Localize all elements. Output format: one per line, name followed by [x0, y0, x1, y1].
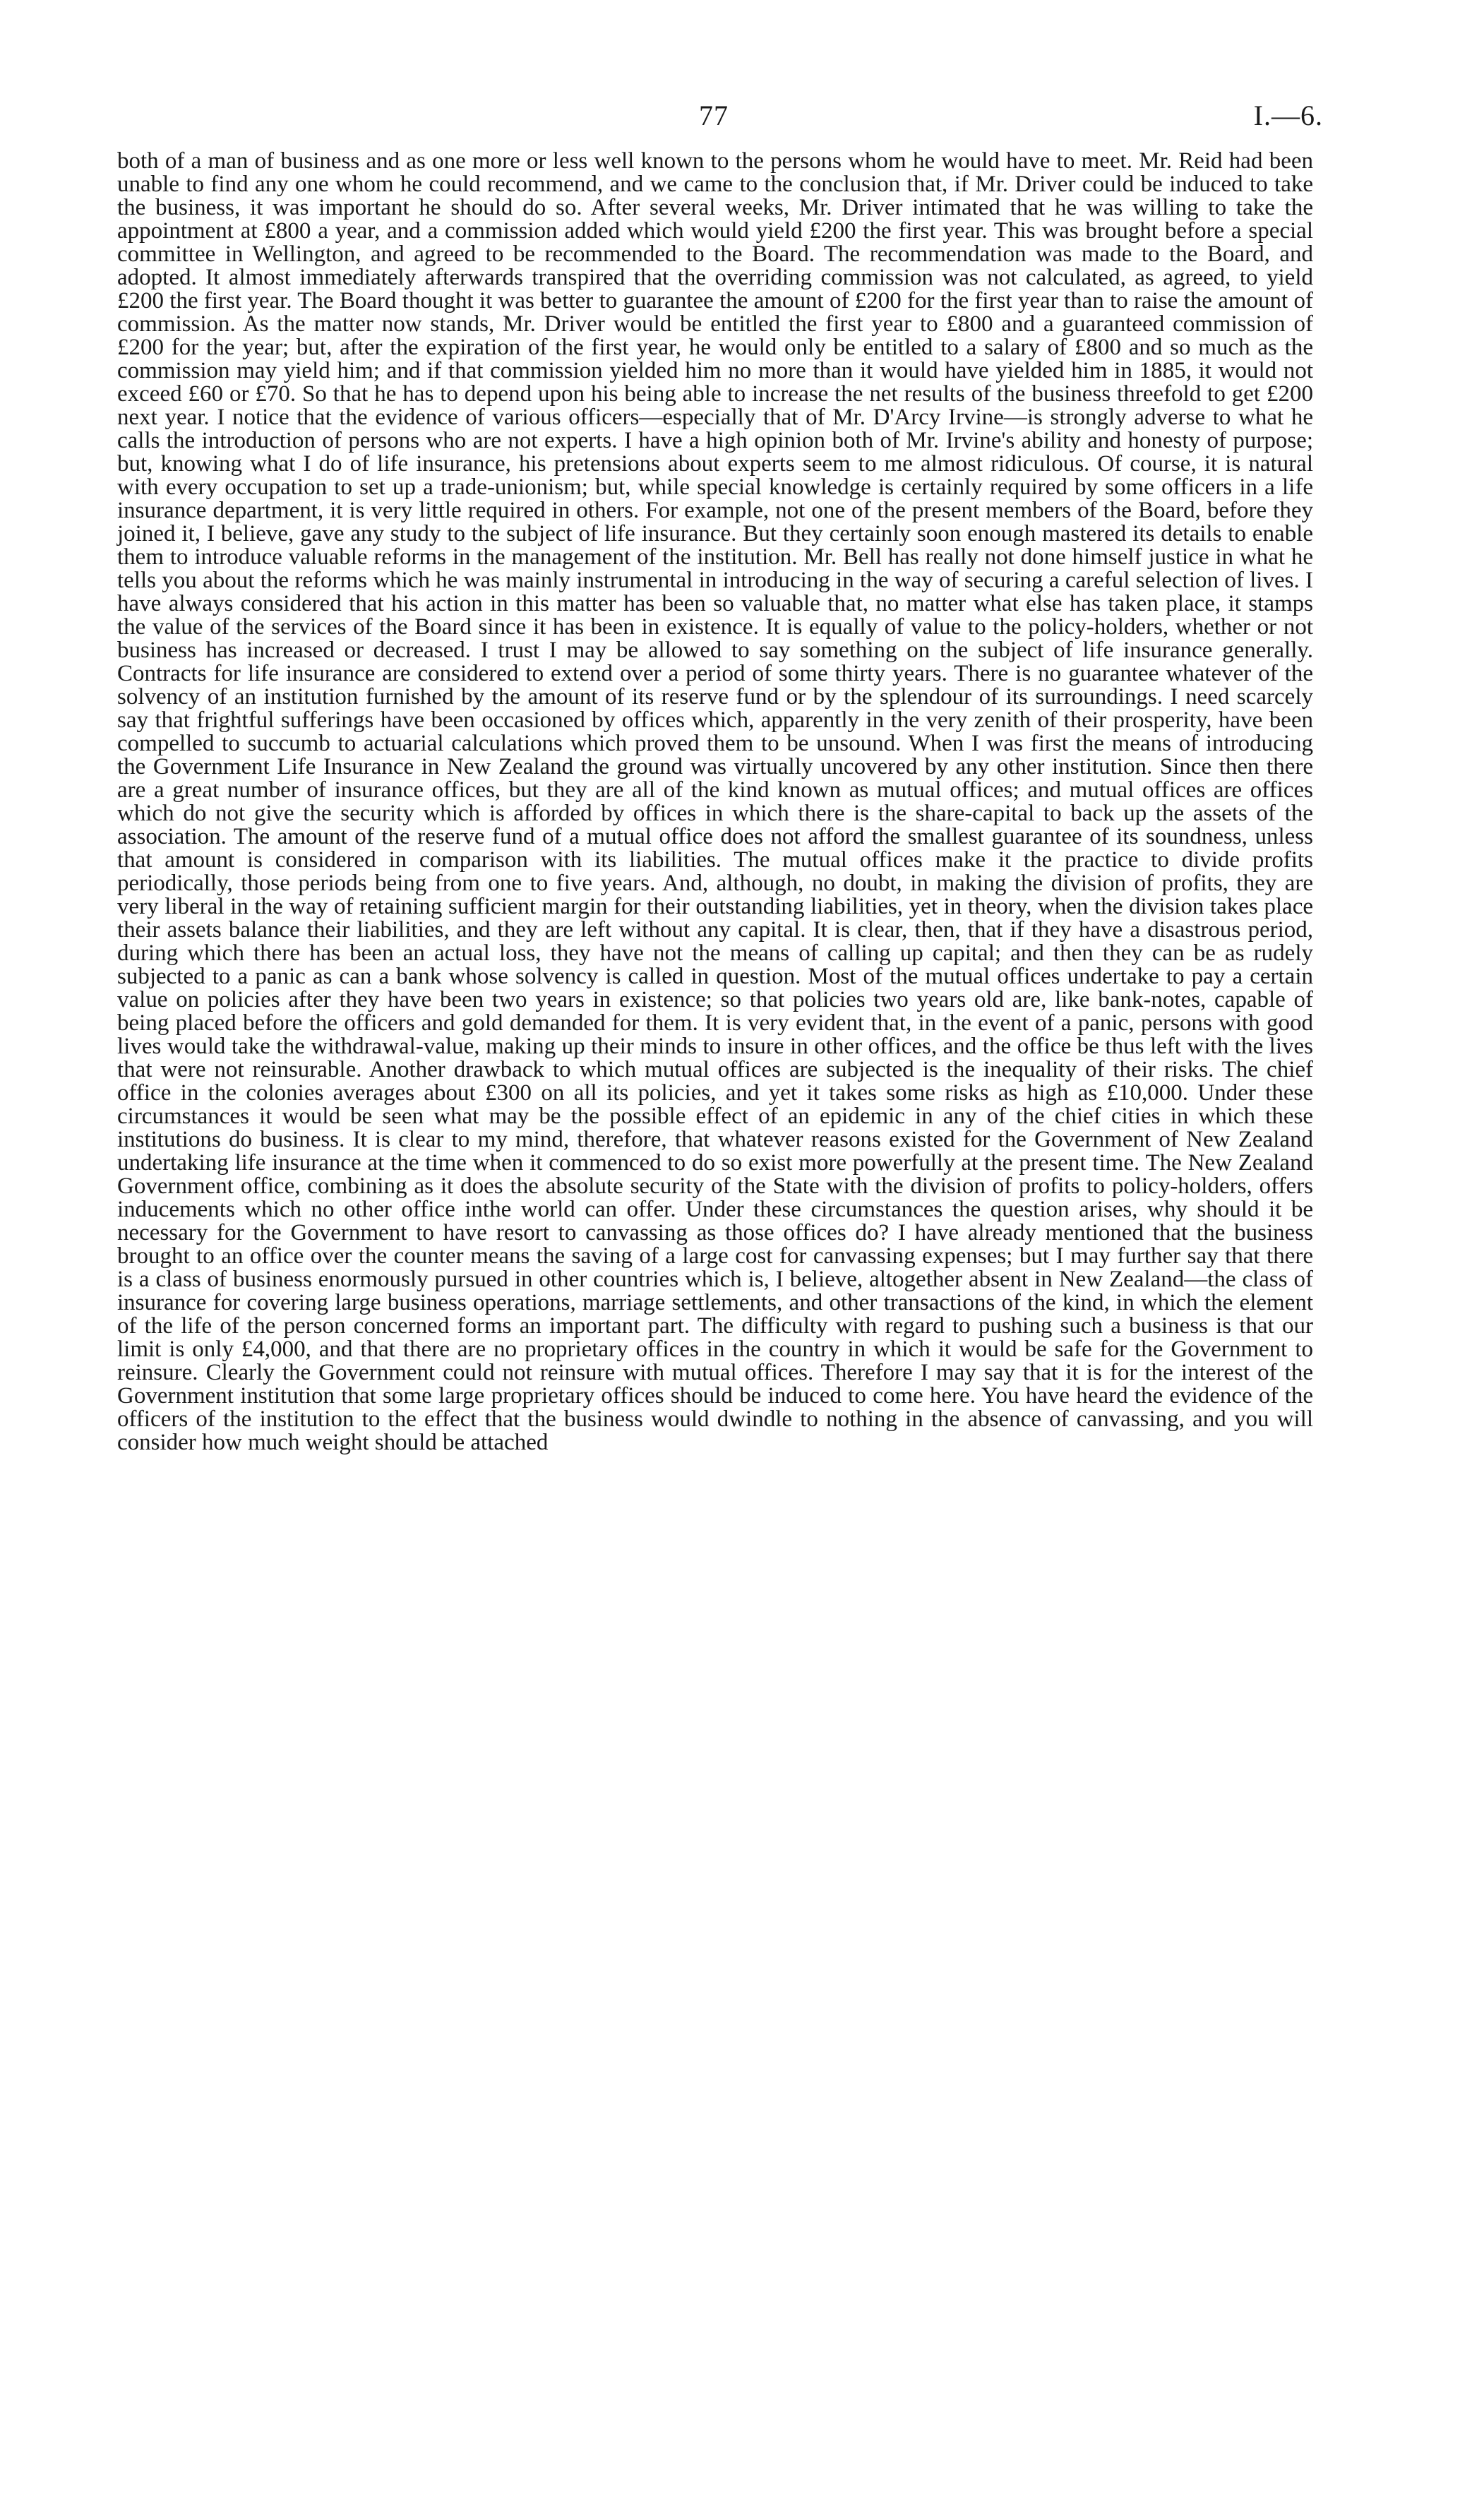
- body-paragraph: both of a man of business and as one more or less well known to the persons whom he would have to meet. Mr. Reid had been unable to find any one whom he could recommend, and we came to the conclusion that, if Mr. Driver could be induced to take the business, it was important he should do so. After several weeks, Mr. Driver intimated that he was willing to take the appointment at £800 a year, and a commission added which would yield £200 the first year. This was brought before a special committee in Wellington, and agreed to be recommended to the Board. The recommendation was made to the Board, and adopted. It almost immediately afterwards transpired that the overriding commission was not calculated, as agreed, to yield £200 the first year. The Board thought it was better to guarantee the amount of £200 for the first year than to raise the amount of commission. As the matter now stands, Mr. Driver would be entitled the first year to £800 and a guaranteed commission of £200 for the year; but, after the expiration of the first year, he would only be entitled to a salary of £800 and so much as the commission may yield him; and if that commission yielded him no more than it would have yielded him in 1885, it would not exceed £60 or £70. So that he has to depend upon his being able to increase the net results of the business threefold to get £200 next year. I notice that the evidence of various officers—especially that of Mr. D'Arcy Irvine—is strongly adverse to what he calls the introduction of persons who are not experts. I have a high opinion both of Mr. Irvine's ability and honesty of purpose; but, knowing what I do of life insurance, his pretensions about experts seem to me almost ridiculous. Of course, it is natural with every occupation to set up a trade-unionism; but, while special knowledge is certainly required by some officers in a life insurance department, it is very little required in others. For example, not one of the present members of the Board, before they joined it, I believe, gave any study to the subject of life insurance. But they certainly soon enough mastered its details to enable them to introduce valuable reforms in the management of the institution. Mr. Bell has really not done himself justice in what he tells you about the reforms which he was mainly instrumental in introducing in the way of securing a careful selection of lives. I have always considered that his action in this matter has been so valuable that, no matter what else has taken place, it stamps the value of the services of the Board since it has been in existence. It is equally of value to the policy-holders, whether or not business has increased or decreased. I trust I may be allowed to say something on the subject of life insurance generally. Contracts for life insurance are considered to extend over a period of some thirty years. There is no guarantee whatever of the solvency of an institution furnished by the amount of its reserve fund or by the splendour of its surroundings. I need scarcely say that frightful sufferings have been occasioned by offices which, apparently in the very zenith of their prosperity, have been compelled to succumb to actuarial calculations which proved them to be unsound. When I was first the means of introducing the Government Life Insurance in New Zealand the ground was virtually uncovered by any other institution. Since then there are a great number of insurance offices, but they are all of the kind known as mutual offices; and mutual offices are offices which do not give the security which is afforded by offices in which there is the share-capital to back up the assets of the association. The amount of the reserve fund of a mutual office does not afford the smallest guarantee of its soundness, unless that amount is considered in comparison with its liabilities. The mutual offices make it the practice to divide profits periodically, those periods being from one to five years. And, although, no doubt, in making the division of profits, they are very liberal in the way of retaining sufficient margin for their outstanding liabilities, yet in theory, when the division takes place their assets balance their liabilities, and they are left without any capital. It is clear, then, that if they have a disastrous period, during which there has been an actual loss, they have not the means of calling up capital; and then they can be as rudely subjected to a panic as can a bank whose solvency is called in question. Most of the mutual offices undertake to pay a certain value on policies after they have been two years in existence; so that policies two years old are, like bank-notes, capable of being placed before the officers and gold demanded for them. It is very evident that, in the event of a panic, persons with good lives would take the withdrawal-value, making up their minds to insure in other offices, and the office be thus left with the lives that were not reinsurable. Another drawback to which mutual offices are subjected is the inequality of their risks. The chief office in the colonies averages about £300 on all its policies, and yet it takes some risks as high as £10,000. Under these circumstances it would be seen what may be the possible effect of an epidemic in any of the chief cities in which these institutions do business. It is clear to my mind, therefore, that whatever reasons existed for the Government of New Zealand undertaking life insurance at the time when it commenced to do so exist more powerfully at the present time. The New Zealand Government office, combining as it does the absolute security of the State with the division of profits to policy-holders, offers inducements which no other office inthe world can offer. Under these circumstances the question arises, why should it be necessary for the Government to have resort to canvassing as those offices do? I have already mentioned that the business brought to an office over the counter means the saving of a large cost for canvassing expenses; but I may further say that there is a class of business enormously pursued in other countries which is, I believe, altogether absent in New Zealand—the class of insurance for covering large business operations, marriage settlements, and other transactions of the kind, in which the element of the life of the person concerned forms an important part. The difficulty with regard to pushing such a business is that our limit is only £4,000, and that there are no proprietary offices in the country in which it would be safe for the Government to reinsure. Clearly the Government could not reinsure with mutual offices. Therefore I may say that it is for the interest of the Government institution that some large proprietary offices should be induced to come here. You have heard the evidence of the officers of the institution to the effect that the business would dwindle to nothing in the absence of canvassing, and you will consider how much weight should be attached: [117, 148, 1313, 1455]
- document-reference: I.—6.: [1253, 100, 1323, 131]
- page-number: 77: [699, 100, 729, 131]
